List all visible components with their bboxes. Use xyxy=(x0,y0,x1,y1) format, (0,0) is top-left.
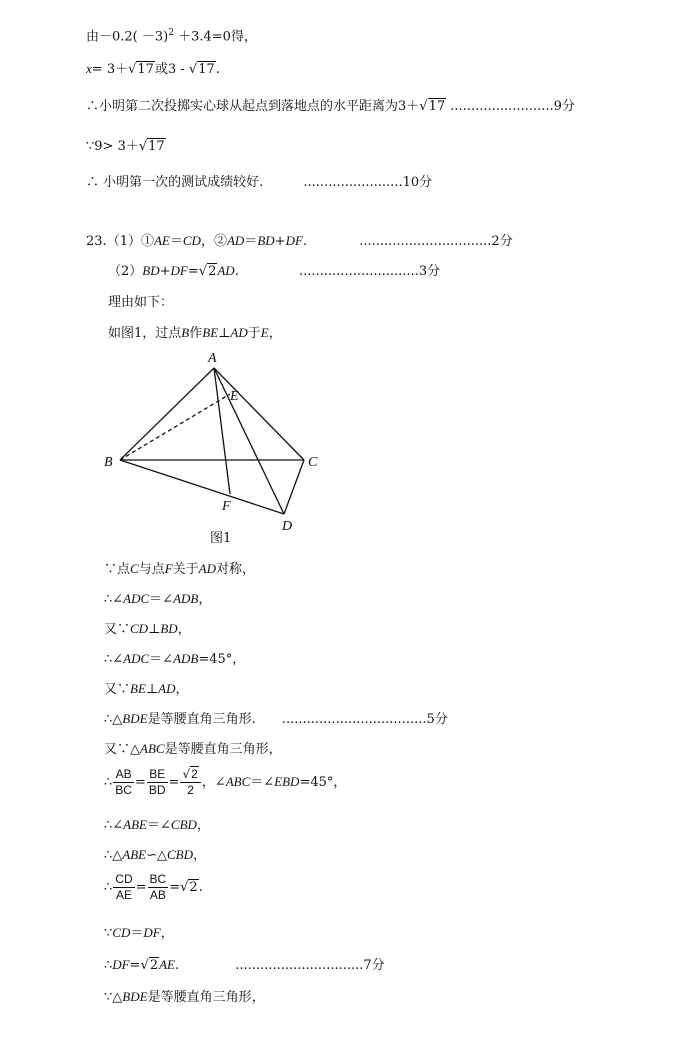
proof-4 xyxy=(104,648,245,671)
end: . xyxy=(302,234,308,249)
line-1-exp: 2 xyxy=(168,28,174,38)
score-3: 3分 xyxy=(418,264,441,279)
seg-ac xyxy=(214,368,304,460)
t: = xyxy=(134,775,146,790)
den: BC xyxy=(115,783,132,797)
plus: + xyxy=(274,234,286,249)
den: AB xyxy=(149,888,166,902)
t: ∴△ xyxy=(104,712,123,727)
line-4 xyxy=(86,136,166,158)
score-leader: ................................... xyxy=(281,712,427,727)
line-2-var: x xyxy=(86,61,92,76)
line-2-a: 3＋ xyxy=(106,62,129,77)
geometry-figure xyxy=(96,346,336,546)
seg-be-dashed xyxy=(120,394,230,460)
score-10: 10分 xyxy=(402,175,433,190)
pt-b: B xyxy=(181,325,190,340)
proof-7 xyxy=(104,738,282,761)
t: 又∵ xyxy=(104,622,131,637)
line-1 xyxy=(86,22,257,48)
t: ∴ xyxy=(104,775,113,790)
sqrt-icon: √ xyxy=(198,264,208,279)
line-2-end: . xyxy=(215,62,220,77)
line-5-text: ∴ 小明第一次的测试成绩较好. xyxy=(86,175,264,190)
line-2 xyxy=(86,58,220,81)
perp: ⊥ xyxy=(148,622,161,637)
radicand: 2 xyxy=(191,767,198,781)
line-3-dots: . xyxy=(450,99,455,114)
t: = xyxy=(169,880,181,895)
perp: ⊥ xyxy=(145,682,159,697)
t: 又∵ xyxy=(104,682,131,697)
label-b: B xyxy=(104,455,113,470)
line-2-eq: = xyxy=(91,62,103,77)
radicand: 2 xyxy=(189,880,198,895)
fraction xyxy=(180,767,200,798)
t: 是等腰直角三角形， xyxy=(147,990,265,1005)
seg-ad xyxy=(214,368,284,514)
den: 2 xyxy=(187,783,194,797)
line-4-r: 17 xyxy=(148,139,165,154)
seg: AE xyxy=(159,957,175,972)
proof-6 xyxy=(104,708,448,731)
seg: CD xyxy=(112,925,131,940)
proof-11 xyxy=(104,872,203,904)
seg-be: BE xyxy=(202,325,219,340)
line-2-r1: 17 xyxy=(137,62,154,77)
t: ，∠ xyxy=(201,775,226,790)
eq: = xyxy=(187,264,199,279)
fraction xyxy=(148,872,169,903)
pt-f: F xyxy=(164,561,173,576)
num xyxy=(180,767,200,783)
t: 关于 xyxy=(172,562,199,577)
seg-cd: CD xyxy=(182,233,201,248)
proof-2 xyxy=(104,588,211,611)
line-2-b: 3 - xyxy=(167,62,189,77)
sqrt-icon: √ xyxy=(138,139,148,154)
angle: CBD xyxy=(170,817,197,832)
score-2: 2分 xyxy=(491,234,513,249)
den: BD xyxy=(148,783,166,797)
line-3-text: ∴小明第二次投掷实心球从起点到落地点的水平距离为 xyxy=(86,99,399,114)
angle: EBD xyxy=(274,774,300,789)
label-e: E xyxy=(230,389,239,404)
proof-9 xyxy=(104,814,210,837)
t: ∵ xyxy=(104,926,113,941)
eq: ＝ xyxy=(169,234,183,249)
t: ， xyxy=(193,848,207,863)
plus: + xyxy=(159,264,171,279)
tri: CBD xyxy=(167,847,193,862)
t: ， xyxy=(198,592,212,607)
seg-bd: BD xyxy=(142,263,160,278)
seg-ad: AD xyxy=(198,561,217,576)
angle: ABE xyxy=(123,817,147,832)
fraction xyxy=(113,872,134,903)
t: 是等腰直角三角形， xyxy=(164,742,282,757)
num: CD xyxy=(115,872,133,886)
score-leader: ........................ xyxy=(454,99,554,114)
seg: BD xyxy=(160,621,178,636)
proof-10 xyxy=(104,844,206,867)
figure-caption: 图1 xyxy=(210,531,232,546)
q23-part1 xyxy=(86,230,513,253)
seg: CD xyxy=(130,621,149,636)
t: ＝ xyxy=(130,926,144,941)
seg: BE xyxy=(130,681,146,696)
t: ， xyxy=(268,326,282,341)
score-leader: ............................... xyxy=(235,958,364,973)
t: ∴∠ xyxy=(104,818,124,833)
figure-intro-line xyxy=(108,322,282,345)
num: BC xyxy=(149,872,167,886)
seg: AD xyxy=(158,681,176,696)
seg-ad: AD xyxy=(217,263,235,278)
label-a: A xyxy=(208,351,217,366)
t: ， xyxy=(175,682,189,697)
seg: DF xyxy=(143,925,161,940)
line-3-a: 3＋ xyxy=(398,99,420,114)
tri: ABC xyxy=(140,741,165,756)
line-2-or: 或 xyxy=(154,62,168,77)
q23-num: 23. xyxy=(86,234,107,249)
t: 作 xyxy=(189,326,203,341)
seg-df: DF xyxy=(285,233,303,248)
score-leader: ............................. xyxy=(298,264,419,279)
num: AB xyxy=(113,767,134,783)
t: ∽△ xyxy=(146,848,167,863)
t: 又∵△ xyxy=(104,742,140,757)
sep: ，② xyxy=(200,234,227,249)
t: ∵点 xyxy=(104,562,131,577)
t: 与点 xyxy=(138,562,165,577)
t: 如图1，过点 xyxy=(108,326,182,341)
tri: ABE xyxy=(122,847,147,862)
angle: ADC xyxy=(123,651,150,666)
sqrt-icon: √ xyxy=(419,99,428,114)
t: =45°， xyxy=(198,652,246,667)
q23-2-label: （2） xyxy=(108,264,143,279)
pt-c: C xyxy=(130,561,139,576)
proof-5 xyxy=(104,678,189,701)
angle: ADB xyxy=(173,591,199,606)
t: ＝∠ xyxy=(147,818,171,833)
perp: ⊥ xyxy=(218,326,231,341)
score-9: 9分 xyxy=(553,99,575,114)
seg-ab xyxy=(120,368,214,460)
t: ＝∠ xyxy=(149,652,174,667)
label-d: D xyxy=(282,519,293,534)
line-3 xyxy=(86,96,575,118)
radicand: 2 xyxy=(208,264,217,279)
proof-14 xyxy=(104,986,265,1009)
angle: ABC xyxy=(225,774,251,789)
proof-13 xyxy=(104,954,385,977)
label-c: C xyxy=(308,455,318,470)
t: ＝∠ xyxy=(149,592,174,607)
seg-ad: AD xyxy=(226,233,245,248)
line-4-pre: ∵9> 3＋ xyxy=(86,139,139,154)
seg-ae: AE xyxy=(153,233,170,248)
seg: DF xyxy=(112,957,130,972)
angle: ADC xyxy=(123,591,150,606)
proof-3 xyxy=(104,618,191,641)
t: = xyxy=(135,880,147,895)
pt-e: E xyxy=(260,325,269,340)
t: ∴△ xyxy=(104,848,123,863)
fraction xyxy=(147,767,168,798)
sqrt-icon: √ xyxy=(128,62,137,77)
proof-1 xyxy=(104,558,255,581)
num: BE xyxy=(147,767,168,783)
angle: ADB xyxy=(173,651,199,666)
seg-df: DF xyxy=(170,263,188,278)
t: . xyxy=(175,958,180,973)
seg-cd xyxy=(284,460,304,514)
line-1-post: ＋3.4=0得， xyxy=(178,29,257,45)
t: 是等腰直角三角形. xyxy=(147,712,256,727)
score-leader: ................................ xyxy=(359,234,492,249)
proof-12 xyxy=(104,922,174,945)
reason-line: 理由如下： xyxy=(108,295,174,310)
sqrt-icon: √ xyxy=(182,767,191,781)
t: 对称， xyxy=(216,562,256,577)
eq: ＝ xyxy=(244,234,258,249)
line-1-pre: 由－0.2( xyxy=(86,29,138,45)
t: =45°， xyxy=(299,775,347,790)
t: 于 xyxy=(247,326,261,341)
seg-bd: BD xyxy=(257,233,275,248)
label-f: F xyxy=(222,499,231,514)
t: ， xyxy=(177,622,191,637)
t: ∴∠ xyxy=(104,592,124,607)
seg-ad: AD xyxy=(230,325,248,340)
sqrt-icon: √ xyxy=(140,958,149,973)
t: ， xyxy=(196,818,210,833)
fraction xyxy=(113,767,134,798)
line-1-mid: －3) xyxy=(141,29,169,45)
q23-part2 xyxy=(108,260,440,283)
t: ∴ xyxy=(104,958,113,973)
line-2-r2: 17 xyxy=(198,62,215,77)
line-3-r: 17 xyxy=(428,99,446,114)
tri: BDE xyxy=(122,711,148,726)
proof-8 xyxy=(104,766,346,799)
t: = xyxy=(129,958,141,973)
t: . xyxy=(198,880,203,895)
score-7: 7分 xyxy=(363,958,385,973)
end: . xyxy=(234,264,239,279)
t: ∴ xyxy=(104,880,113,895)
line-5 xyxy=(86,172,432,194)
t: ∵△ xyxy=(104,990,123,1005)
t: ∴∠ xyxy=(104,652,124,667)
sqrt-icon: √ xyxy=(188,62,198,77)
score-leader: ........................ xyxy=(303,175,403,190)
q23-1-label: （1）① xyxy=(106,234,154,249)
den: AE xyxy=(115,888,132,902)
radicand: 2 xyxy=(149,958,159,973)
t: = xyxy=(168,775,180,790)
tri: BDE xyxy=(122,989,148,1004)
score-5: 5分 xyxy=(426,712,448,727)
seg-af xyxy=(214,368,230,494)
t: ＝∠ xyxy=(250,775,275,790)
seg-bd xyxy=(120,460,284,514)
sqrt-icon: √ xyxy=(180,880,189,895)
t: ， xyxy=(160,926,174,941)
